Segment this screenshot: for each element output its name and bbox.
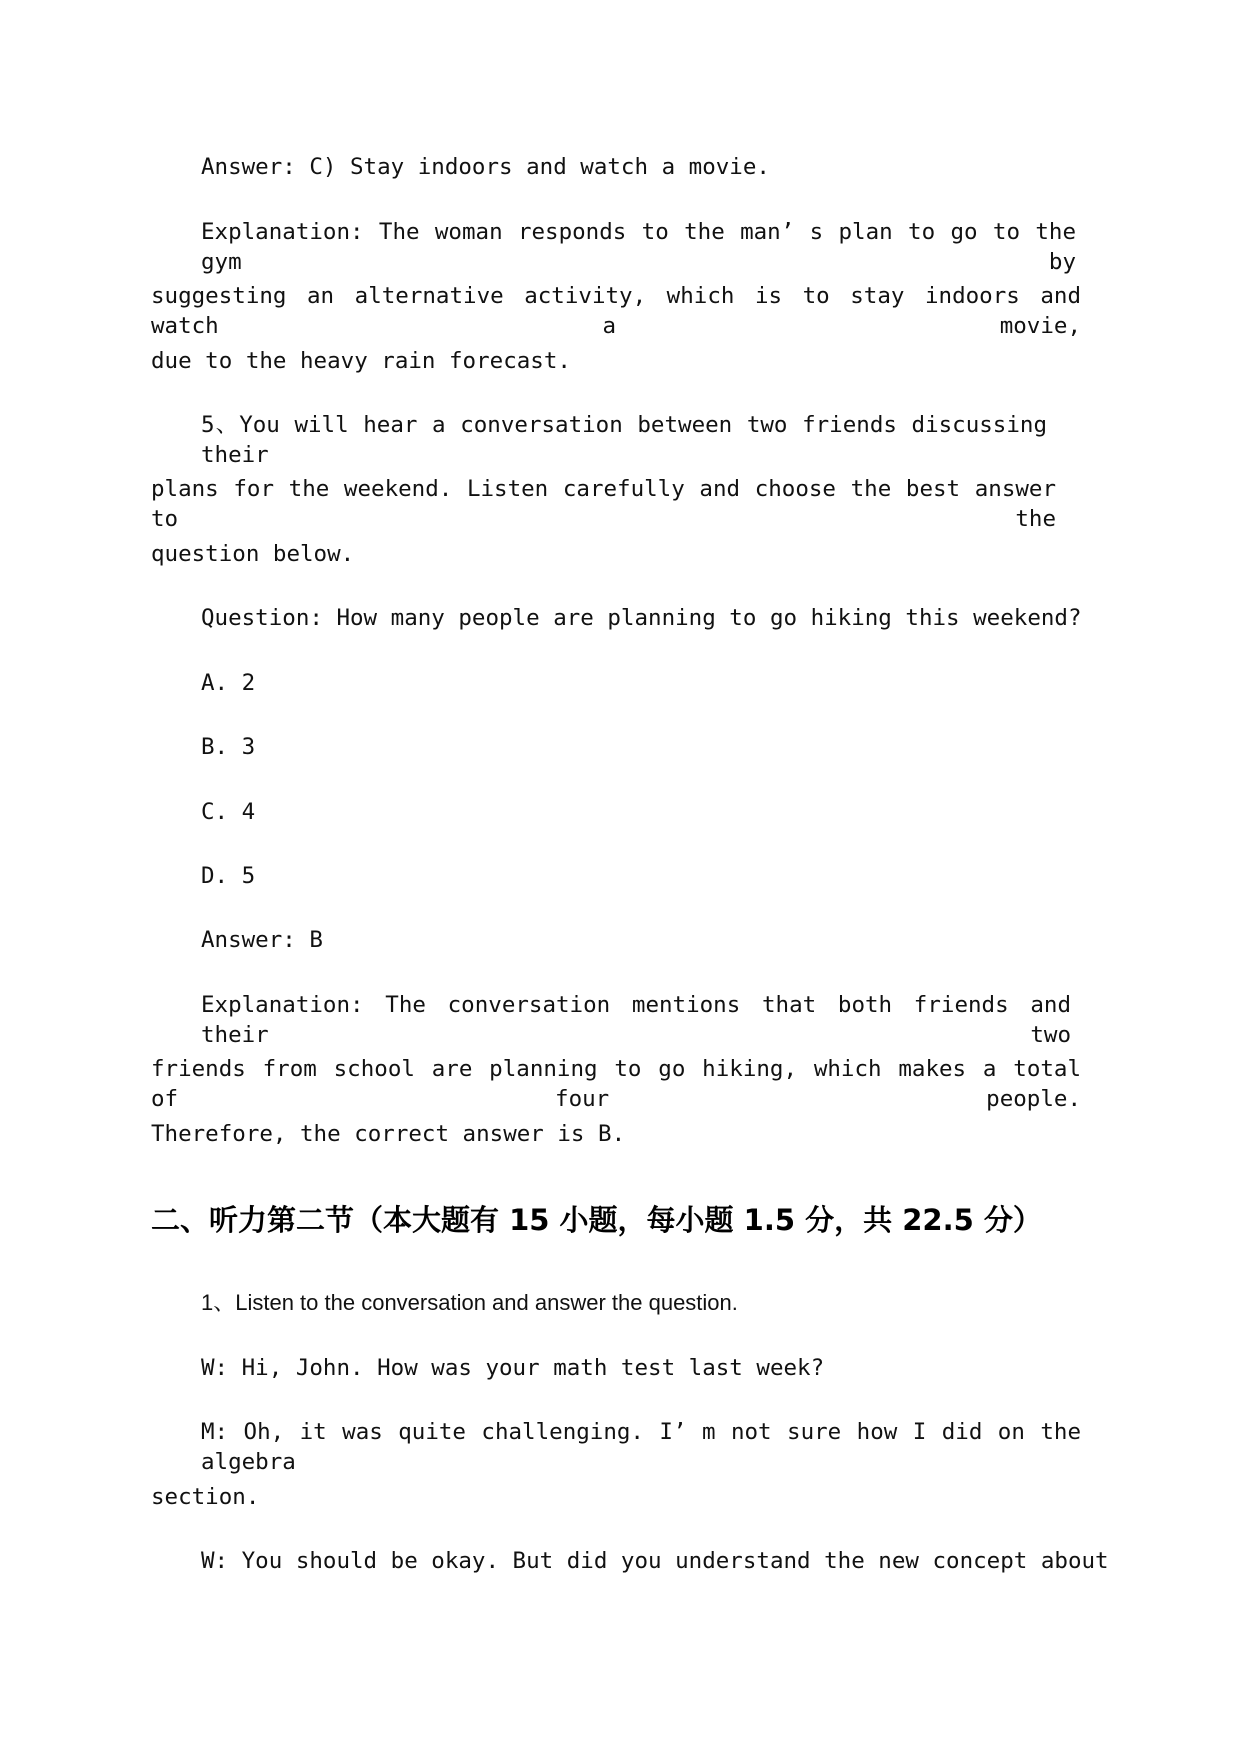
q5-answer: Answer: B: [201, 927, 323, 953]
q4-explanation-line-1: Explanation: The woman responds to the man’ s plan to go to the gym by: [201, 219, 1076, 275]
q4-explanation-line-3: due to the heavy rain forecast.: [151, 348, 571, 374]
q5-option-c: C. 4: [201, 799, 256, 825]
q5-explanation-line-2: friends from school are planning to go hiking, which makes a total of four people.: [151, 1056, 1081, 1112]
q5-prompt-line-1: 5、You will hear a conversation between two friends discussing their: [201, 412, 1047, 468]
q5-question: Question: How many people are planning to go hiking this weekend?: [201, 605, 1082, 631]
q5-option-d: D. 5: [201, 863, 256, 889]
dialogue-line-1: W: Hi, John. How was your math test last week?: [201, 1355, 825, 1381]
dialogue-line-3: section.: [151, 1484, 260, 1510]
q5-prompt-line-3: question below.: [151, 541, 355, 567]
q5-explanation-line-3: Therefore, the correct answer is B.: [151, 1121, 626, 1147]
section-heading: 二、听力第二节（本大题有 15 小题，每小题 1.5 分，共 22.5 分）: [151, 1203, 1042, 1237]
q5-option-b: B. 3: [201, 734, 256, 760]
q5-prompt-line-2: plans for the weekend. Listen carefully and choose the best answer to the: [151, 476, 1056, 532]
q4-explanation-line-2: suggesting an alternative activity, which is to stay indoors and watch a movie,: [151, 283, 1081, 339]
q4-answer: Answer: C) Stay indoors and watch a movie.: [201, 154, 770, 180]
section2-q1-instruction: 1、Listen to the conversation and answer the question.: [201, 1290, 738, 1315]
dialogue-line-4: W: You should be okay. But did you understand the new concept about: [201, 1548, 1109, 1574]
dialogue-line-2: M: Oh, it was quite challenging. I’ m not sure how I did on the algebra: [201, 1419, 1081, 1475]
q5-option-a: A. 2: [201, 670, 256, 696]
q5-explanation-line-1: Explanation: The conversation mentions that both friends and their two: [201, 992, 1071, 1048]
